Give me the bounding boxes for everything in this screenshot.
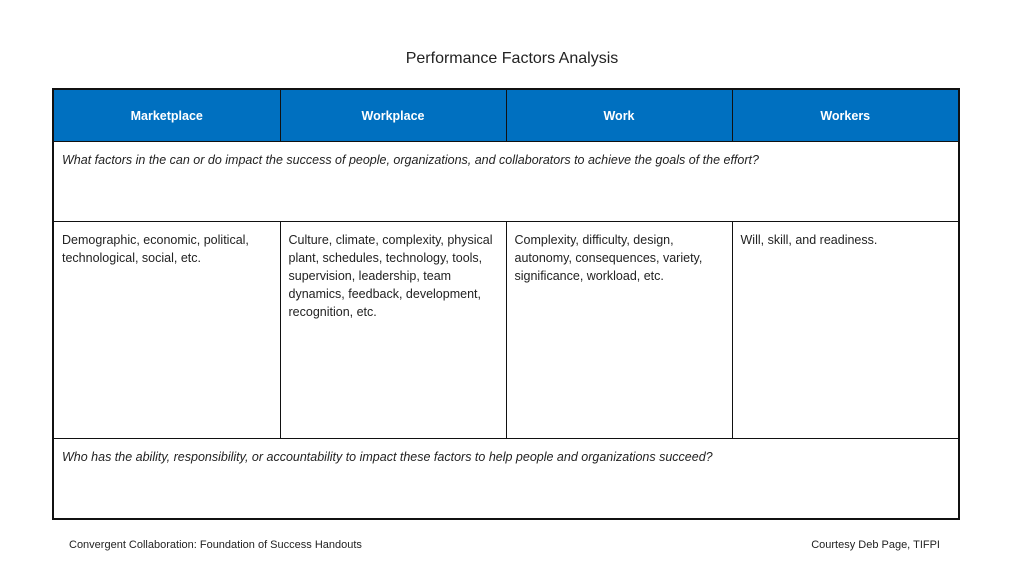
performance-factors-table xyxy=(54,90,958,518)
header-work: Work xyxy=(506,90,732,142)
header-workers: Workers xyxy=(732,90,958,142)
factors-work: Complexity, difficulty, design, autonomy, consequences, variety, significance, workload, etc. xyxy=(506,222,732,439)
factors-marketplace: Demographic, economic, political, technological, social, etc. xyxy=(54,222,280,439)
page-title: Performance Factors Analysis xyxy=(405,50,619,67)
factors-workplace: Culture, climate, complexity, physical plant, schedules, technology, tools, supervision, leadership, team dynamics, feedback, development, recognition, etc. xyxy=(280,222,506,439)
factors-row xyxy=(54,222,958,439)
table-header-row xyxy=(54,90,958,142)
header-marketplace: Marketplace xyxy=(54,90,280,142)
question-row-1 xyxy=(54,142,958,222)
footer-right: Courtesy Deb Page, TIFPI xyxy=(811,539,940,551)
factors-table-frame xyxy=(52,88,960,520)
question-row-2 xyxy=(54,438,958,518)
factors-workers: Will, skill, and readiness. xyxy=(732,222,958,439)
header-workplace: Workplace xyxy=(280,90,506,142)
question-1: What factors in the can or do impact the success of people, organizations, and collaborators to achieve the goals of the effort? xyxy=(54,142,958,222)
question-2: Who has the ability, responsibility, or accountability to impact these factors to help people and organizations succeed? xyxy=(62,449,713,464)
footer-left: Convergent Collaboration: Foundation of Success Handouts xyxy=(69,539,362,551)
